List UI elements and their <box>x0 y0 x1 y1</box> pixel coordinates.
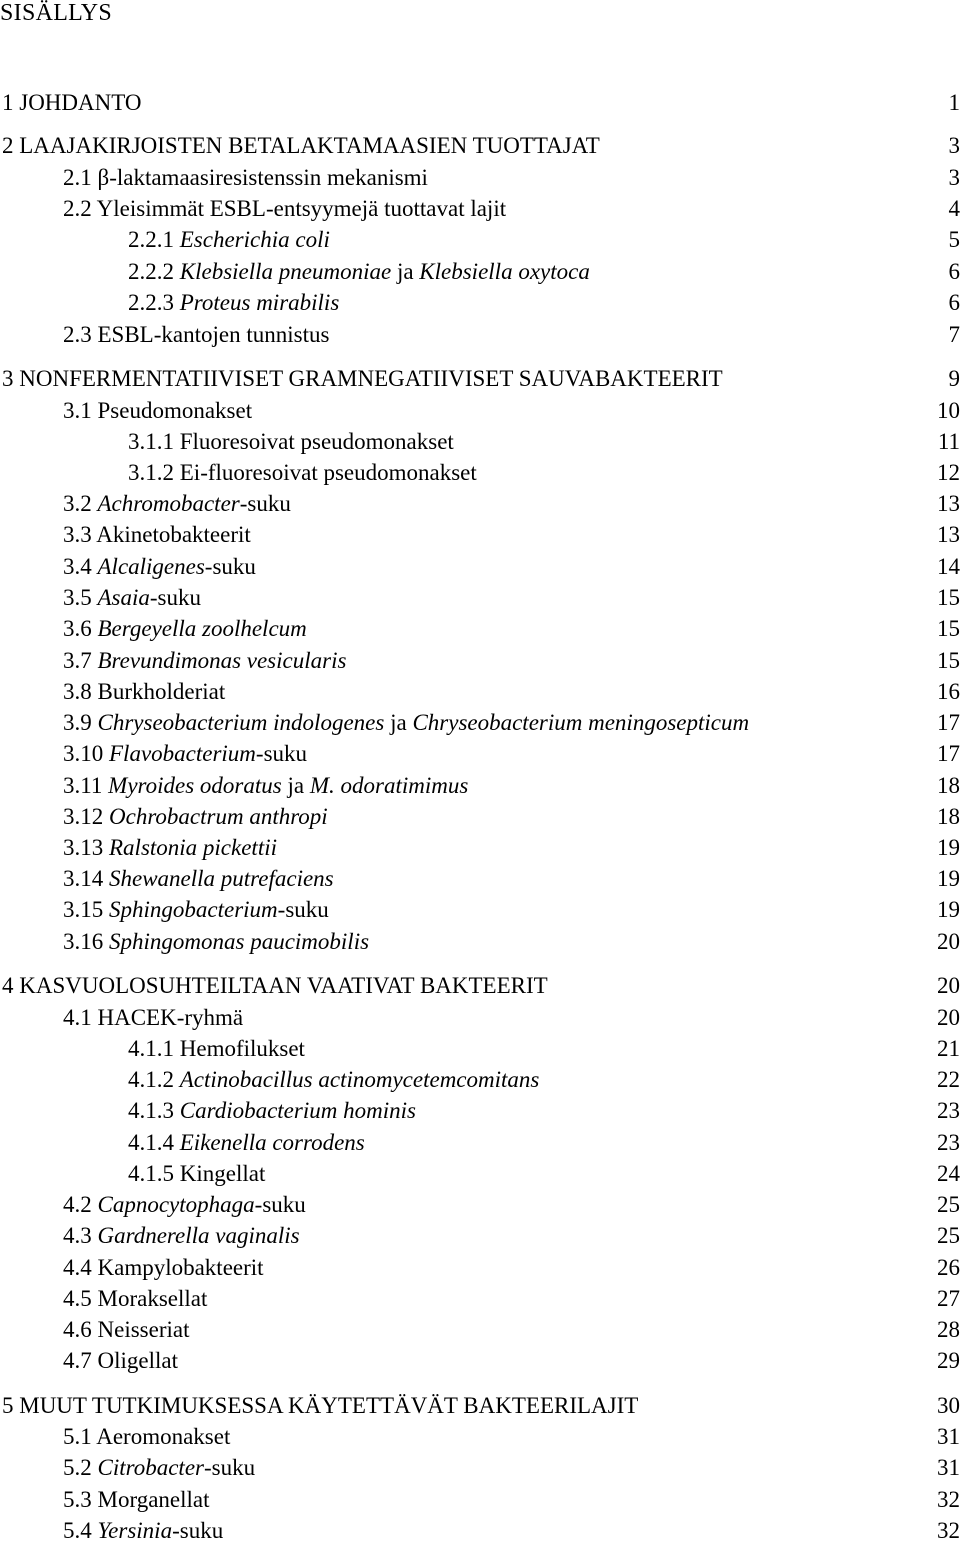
toc-entry-page-number: 21 <box>937 1034 960 1064</box>
toc-entry-title-part: 2 LAAJAKIRJOISTEN BETALAKTAMAASIEN TUOTTAJAT <box>2 133 600 158</box>
toc-entry[interactable] <box>0 583 960 613</box>
toc-entry-page-number: 23 <box>937 1128 960 1158</box>
toc-entry-page-number: 13 <box>937 489 960 519</box>
toc-entry-title-part: 3 NONFERMENTATIIVISET GRAMNEGATIIVISET SAUVABAKTEERIT <box>2 366 723 391</box>
toc-entry-page-number: 6 <box>949 288 960 318</box>
toc-entry[interactable] <box>0 864 960 894</box>
toc-entry-title-part: 4.7 Oligellat <box>63 1348 178 1373</box>
toc-entry[interactable] <box>0 1485 960 1515</box>
toc-entry-title <box>63 1422 230 1452</box>
toc-entry-title-part: -suku <box>256 741 307 766</box>
toc-entry[interactable] <box>0 131 960 161</box>
toc-entry[interactable] <box>0 1065 960 1095</box>
toc-entry-title-part: 3.1.2 Ei-fluoresoivat pseudomonakset <box>128 460 477 485</box>
toc-entry-title <box>63 927 369 957</box>
toc-entry[interactable] <box>0 614 960 644</box>
toc-entry-title-part: Eikenella corrodens <box>180 1130 365 1155</box>
toc-entry-title-part: 5.3 Morganellat <box>63 1487 210 1512</box>
toc-entry-title <box>63 1221 300 1251</box>
toc-entry[interactable] <box>0 458 960 488</box>
toc-entry-page-number: 27 <box>937 1284 960 1314</box>
toc-entry-title-part: 3.16 <box>63 929 109 954</box>
toc-entry-title <box>63 708 749 738</box>
toc-entry[interactable] <box>0 1096 960 1126</box>
toc-entry[interactable] <box>0 225 960 255</box>
toc-entry[interactable] <box>0 771 960 801</box>
toc-entry-page-number: 32 <box>937 1516 960 1546</box>
toc-entry[interactable] <box>0 364 960 394</box>
toc-entry-page-number: 19 <box>937 833 960 863</box>
toc-entry-title-part: 1 JOHDANTO <box>2 90 142 115</box>
toc-entry-page-number: 3 <box>949 131 960 161</box>
toc-entry-title-part: 4.6 Neisseriat <box>63 1317 189 1342</box>
toc-entry-title-part: -suku <box>205 554 256 579</box>
toc-entry[interactable] <box>0 1453 960 1483</box>
toc-entry-page-number: 12 <box>937 458 960 488</box>
toc-entry-page-number: 32 <box>937 1485 960 1515</box>
toc-entry-page-number: 10 <box>937 396 960 426</box>
toc-entry-title <box>128 1128 365 1158</box>
toc-entry-page-number: 15 <box>937 583 960 613</box>
toc-entry-title-part: Capnocytophaga <box>98 1192 255 1217</box>
toc-entry-title-part: ja <box>391 259 419 284</box>
toc-entry-title <box>63 646 346 676</box>
toc-entry-title-part: Klebsiella pneumoniae <box>180 259 391 284</box>
toc-entry[interactable] <box>0 927 960 957</box>
toc-entry-title-part: Brevundimonas vesicularis <box>98 648 347 673</box>
toc-entry-title-part: Chryseobacterium indologenes <box>98 710 385 735</box>
toc-entry-title-part: 3.12 <box>63 804 109 829</box>
toc-entry-page-number: 4 <box>949 194 960 224</box>
toc-entry-page-number: 13 <box>937 520 960 550</box>
toc-entry-title-part: 3.10 <box>63 741 109 766</box>
toc-entry[interactable] <box>0 489 960 519</box>
toc-entry[interactable] <box>0 257 960 287</box>
toc-entry-title <box>63 1346 178 1376</box>
toc-entry-title <box>63 194 506 224</box>
toc-entry[interactable] <box>0 1346 960 1376</box>
toc-entry-title-part: Sphingobacterium <box>109 897 278 922</box>
toc-entry[interactable] <box>0 396 960 426</box>
toc-entry-title-part: Bergeyella zoolhelcum <box>98 616 307 641</box>
toc-entry-title <box>63 1253 264 1283</box>
toc-entry-page-number: 29 <box>937 1346 960 1376</box>
toc-entry[interactable] <box>0 552 960 582</box>
toc-entry-title-part: 2.2.1 <box>128 227 180 252</box>
toc-entry-title-part: Actinobacillus actinomycetemcomitans <box>180 1067 540 1092</box>
toc-entry-title <box>63 1315 189 1345</box>
toc-entry-title-part: 5.2 <box>63 1455 98 1480</box>
toc-entry-page-number: 15 <box>937 614 960 644</box>
toc-entry-page-number: 9 <box>949 364 960 394</box>
toc-entry-title-part: 3.2 <box>63 491 98 516</box>
toc-entry-title-part: 2.2.3 <box>128 290 180 315</box>
toc-entry-title-part: 3.15 <box>63 897 109 922</box>
toc-entry-title <box>63 552 256 582</box>
toc-entry-page-number: 1 <box>949 88 960 118</box>
toc-entry-title-part: 4.2 <box>63 1192 98 1217</box>
toc-entry-title <box>128 427 454 457</box>
toc-entry[interactable] <box>0 1159 960 1189</box>
toc-entry[interactable] <box>0 1284 960 1314</box>
toc-entry-page-number: 3 <box>949 163 960 193</box>
toc-entry-page-number: 24 <box>937 1159 960 1189</box>
toc-entry-title-part: 3.5 <box>63 585 98 610</box>
toc-entry-page-number: 20 <box>937 971 960 1001</box>
toc-entry[interactable] <box>0 520 960 550</box>
toc-entry[interactable] <box>0 677 960 707</box>
toc-entry[interactable] <box>0 320 960 350</box>
toc-entry-title-part: 5 MUUT TUTKIMUKSESSA KÄYTETTÄVÄT BAKTEERILAJIT <box>2 1393 638 1418</box>
toc-entry-title-part: 3.8 Burkholderiat <box>63 679 225 704</box>
toc-entry-title-part: ja <box>384 710 412 735</box>
toc-entry-title-part: 5.4 <box>63 1518 98 1543</box>
toc-entry[interactable] <box>0 1422 960 1452</box>
toc-entry-title <box>2 364 723 394</box>
toc-entry-title-part: 3.7 <box>63 648 98 673</box>
toc-entry[interactable] <box>0 895 960 925</box>
toc-entry-title <box>63 583 201 613</box>
toc-entry-title-part: 3.6 <box>63 616 98 641</box>
toc-entry[interactable] <box>0 1391 960 1421</box>
toc-entry-title <box>128 225 330 255</box>
toc-entry-title-part: 3.14 <box>63 866 109 891</box>
toc-entry-title-part: Proteus mirabilis <box>180 290 340 315</box>
toc-entry[interactable] <box>0 1221 960 1251</box>
toc-entry-title-part: 4.4 Kampylobakteerit <box>63 1255 264 1280</box>
toc-entry-title-part: 3.13 <box>63 835 109 860</box>
toc-entry-title-part: Citrobacter <box>98 1455 204 1480</box>
toc-entry-title-part: 5.1 Aeromonakset <box>63 1424 230 1449</box>
toc-entry-page-number: 28 <box>937 1315 960 1345</box>
toc-entry-title-part: 2.3 ESBL-kantojen tunnistus <box>63 322 329 347</box>
toc-entry-title-part: Yersinia <box>98 1518 173 1543</box>
toc-entry[interactable] <box>0 802 960 832</box>
toc-entry-title-part: Chryseobacterium meningosepticum <box>412 710 749 735</box>
toc-entry-title <box>63 1190 306 1220</box>
toc-entry-title-part: 2.2.2 <box>128 259 180 284</box>
toc-entry-page-number: 25 <box>937 1221 960 1251</box>
toc-entry-title-part: 4.1.3 <box>128 1098 180 1123</box>
toc-entry-title-part: 4 KASVUOLOSUHTEILTAAN VAATIVAT BAKTEERIT <box>2 973 548 998</box>
toc-entry-title-part: 4.1.4 <box>128 1130 180 1155</box>
toc-entry-title-part: Asaia <box>98 585 150 610</box>
toc-entry-title-part: Escherichia coli <box>180 227 330 252</box>
toc-entry-page-number: 26 <box>937 1253 960 1283</box>
toc-entry-page-number: 31 <box>937 1453 960 1483</box>
toc-entry-title <box>63 163 428 193</box>
toc-entry-page-number: 17 <box>937 739 960 769</box>
toc-entry-title <box>63 1284 207 1314</box>
toc-entry-title <box>128 288 339 318</box>
toc-entry-title-part: Sphingomonas paucimobilis <box>109 929 369 954</box>
toc-entry-page-number: 19 <box>937 864 960 894</box>
toc-entry-title-part: Alcaligenes <box>98 554 205 579</box>
toc-entry-title-part: -suku <box>172 1518 223 1543</box>
toc-entry-title-part: 4.1.1 Hemofilukset <box>128 1036 305 1061</box>
toc-entry-title-part: 4.5 Moraksellat <box>63 1286 207 1311</box>
toc-entry-title-part: -suku <box>278 897 329 922</box>
toc-entry-title-part: Shewanella putrefaciens <box>109 866 334 891</box>
toc-entry-page-number: 11 <box>938 427 960 457</box>
toc-entry[interactable] <box>0 1003 960 1033</box>
toc-entry-page-number: 7 <box>949 320 960 350</box>
toc-entry-title <box>63 614 307 644</box>
toc-entry-title-part: 3.1.1 Fluoresoivat pseudomonakset <box>128 429 454 454</box>
toc-entry-title <box>128 1159 265 1189</box>
toc-entry[interactable] <box>0 288 960 318</box>
toc-entry[interactable] <box>0 427 960 457</box>
toc-entry-page-number: 19 <box>937 895 960 925</box>
toc-entry-title <box>63 1003 243 1033</box>
toc-entry-title <box>63 833 277 863</box>
toc-entry-title <box>63 739 307 769</box>
toc-entry-title-part: 4.1.2 <box>128 1067 180 1092</box>
toc-entry-title-part: -suku <box>204 1455 255 1480</box>
toc-entry-title-part: Ralstonia pickettii <box>109 835 277 860</box>
toc-entry-title-part: Myroides odoratus <box>108 773 282 798</box>
toc-entry-page-number: 6 <box>949 257 960 287</box>
toc-entry-page-number: 20 <box>937 927 960 957</box>
toc-entry-title-part: Cardiobacterium hominis <box>180 1098 416 1123</box>
toc-entry-title <box>128 1034 305 1064</box>
toc-entry-title <box>128 1096 416 1126</box>
toc-entry-title <box>63 320 329 350</box>
toc-entry-page-number: 15 <box>937 646 960 676</box>
toc-entry-title <box>63 396 252 426</box>
toc-entry-title <box>63 802 328 832</box>
toc-entry-title-part: 3.9 <box>63 710 98 735</box>
toc-entry[interactable] <box>0 708 960 738</box>
toc-entry-title-part: M. odoratimimus <box>310 773 468 798</box>
toc-entry[interactable] <box>0 1128 960 1158</box>
toc-entry-title <box>63 1453 255 1483</box>
toc-entry-page-number: 17 <box>937 708 960 738</box>
toc-entry-title <box>2 131 600 161</box>
toc-entry-title-part: 2.2 Yleisimmät ESBL-entsyymejä tuottavat lajit <box>63 196 506 221</box>
toc-entry-title <box>63 864 334 894</box>
toc-entry-title-part: 3.1 Pseudomonakset <box>63 398 252 423</box>
toc-entry-title-part: 3.3 Akinetobakteerit <box>63 522 251 547</box>
toc-entry-title-part: Flavobacterium <box>109 741 256 766</box>
toc-entry-page-number: 14 <box>937 552 960 582</box>
toc-entry[interactable] <box>0 739 960 769</box>
toc-entry-title <box>128 458 477 488</box>
toc-entry-title <box>63 489 291 519</box>
toc-entry-title-part: 4.1.5 Kingellat <box>128 1161 265 1186</box>
toc-entry-title-part: -suku <box>150 585 201 610</box>
toc-entry-title <box>2 88 142 118</box>
toc-entry-title-part: 4.3 <box>63 1223 98 1248</box>
toc-entry-page-number: 5 <box>949 225 960 255</box>
toc-entry-title-part: ja <box>282 773 310 798</box>
toc-entry-page-number: 18 <box>937 771 960 801</box>
toc-entry[interactable] <box>0 1190 960 1220</box>
toc-entry-page-number: 31 <box>937 1422 960 1452</box>
toc-entry-title-part: 3.11 <box>63 773 108 798</box>
toc-entry-title-part: 3.4 <box>63 554 98 579</box>
toc-entry-page-number: 25 <box>937 1190 960 1220</box>
toc-entry-title-part: -suku <box>255 1192 306 1217</box>
toc-entry-title-part: Ochrobactrum anthropi <box>109 804 328 829</box>
toc-entry-title <box>63 677 225 707</box>
toc-entry-page-number: 30 <box>937 1391 960 1421</box>
toc-entry[interactable] <box>0 1253 960 1283</box>
toc-entry-title <box>63 771 468 801</box>
toc-entry-title-part: 4.1 HACEK-ryhmä <box>63 1005 243 1030</box>
toc-entry-page-number: 22 <box>937 1065 960 1095</box>
toc-entry-title <box>2 1391 638 1421</box>
toc-entry-title <box>128 1065 539 1095</box>
toc-entry[interactable] <box>0 163 960 193</box>
toc-entry-title <box>128 257 590 287</box>
toc-entry[interactable] <box>0 833 960 863</box>
toc-entry[interactable] <box>0 1034 960 1064</box>
toc-entry-title <box>2 971 548 1001</box>
toc-entry-page-number: 16 <box>937 677 960 707</box>
toc-entry[interactable] <box>0 971 960 1001</box>
toc-entry-title <box>63 1485 210 1515</box>
toc-entry-title <box>63 520 251 550</box>
toc-entry-page-number: 20 <box>937 1003 960 1033</box>
toc-entry-title-part: Gardnerella vaginalis <box>98 1223 300 1248</box>
toc-entry-title-part: 2.1 β-laktamaasiresistenssin mekanismi <box>63 165 428 190</box>
toc-entry[interactable] <box>0 646 960 676</box>
toc-entry-title <box>63 895 329 925</box>
page-title: SISÄLLYS <box>0 0 112 27</box>
toc-entry[interactable] <box>0 88 960 118</box>
toc-entry-page-number: 18 <box>937 802 960 832</box>
toc-entry[interactable] <box>0 1315 960 1345</box>
toc-entry-page-number: 23 <box>937 1096 960 1126</box>
toc-entry-title-part: -suku <box>240 491 291 516</box>
toc-entry[interactable] <box>0 194 960 224</box>
toc-entry-title-part: Klebsiella oxytoca <box>419 259 590 284</box>
toc-entry-title-part: Achromobacter <box>98 491 240 516</box>
